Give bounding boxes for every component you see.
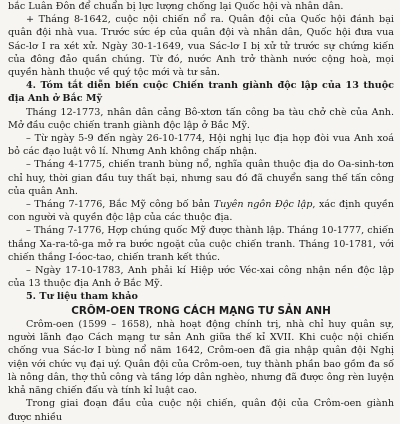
declaration-prefix: – Tháng 7-1776, Bắc Mỹ công bố bản: [26, 199, 214, 211]
article-title: CRÔM-OEN TRONG CÁCH MẠNG TƯ SẢN ANH: [71, 304, 331, 317]
section-5-title: Tư liệu tham khảo: [39, 291, 138, 303]
paragraph-cromwell-early-war: Trong giai đoạn đầu của cuộc nội chiến, quân đội của Crôm-oen giành được nhiều: [8, 398, 394, 423]
declaration-suffix: , xác định quyền con người và quyền độc lập của các thuộc địa.: [8, 199, 394, 224]
paragraph-boston-1773: Tháng 12-1773, nhân dân cảng Bô-xtơn tấn công ba tàu chở chè của Anh. Mở đầu cuộc chiến tranh giành độc lập ở Bắc Mỹ.: [8, 106, 394, 131]
paragraph-declaration-1776: [8, 198, 394, 224]
section-4-number: 4.: [26, 80, 37, 92]
section-5-number: 5.: [26, 291, 37, 303]
page-content: [8, 0, 394, 424]
paragraph-continental-congress-1774: – Từ ngày 5-9 đến ngày 26-10-1774, Hội nghị lục địa họp đòi vua Anh xoá bỏ các đạo luật vô lí. Nhưng Anh không chấp nhận.: [8, 133, 394, 158]
paragraph-civil-war-1642: + Tháng 8-1642, cuộc nội chiến nổ ra. Quân đội của Quốc hội đánh bại quân đội nhà vua. Trước sức ép của quân đội và nhân dân, Quốc hội đưa vua Sác-lơ I ra xét xử. Ngày 30-1-1649, vua Sác-lơ I bị xử tử trước sự chứng kiến của đông đảo quần chúng. Từ đó, nước Anh trở thành nước cộng hoà, mọi quyền hành thuộc về quý tộc mới và tư sản.: [8, 14, 394, 79]
section-4-heading: [8, 79, 394, 105]
paragraph-war-outbreak-1775: – Tháng 4-1775, chiến tranh bùng nổ, nghĩa quân thuộc địa do Oa-sinh-tơn chỉ huy, thời gian đầu tuy thất bại, nhưng sau đó đã chuyển sang thế tấn công của quân Anh.: [8, 159, 394, 197]
section-4-title: Tóm tắt diễn biến cuộc Chiến tranh giành độc lập của 13 thuộc địa Anh ở Bắc Mỹ: [8, 80, 395, 105]
paragraph-king-preparation: bắc Luân Đôn để chuẩn bị lực lượng chống lại Quốc hội và nhân dân.: [8, 1, 344, 12]
section-5-heading: [8, 290, 394, 303]
declaration-title: Tuyên ngôn Độc lập: [213, 199, 313, 211]
paragraph-cromwell-intro: Crôm-oen (1599 – 1658), nhà hoạt động chính trị, nhà chỉ huy quân sự, người lãnh đạo Cách mạng tư sản Anh giữa thế kỉ XVII. Khi cuộc nội chiến chống vua Sác-lơ I bùng nổ năm 1642, Crôm-oen đã gia nhập quân đội Nghị viện với chức vụ đại uý. Quân đội của Crôm-oen, tuy thành phần bao gồm đa số là nông dân, thợ thủ công và tầng lớp dân nghèo, nhưng đã được ông rèn luyện khả năng chiến đấu và tính kỉ luật cao.: [8, 319, 394, 397]
paragraph-treaty-1783: – Ngày 17-10-1783, Anh phải kí Hiệp ước Véc-xai công nhận nền độc lập của 13 thuộc địa Anh ở Bắc Mỹ.: [8, 265, 394, 290]
paragraph-united-states-1776: – Tháng 7-1776, Hợp chúng quốc Mỹ được thành lập. Tháng 10-1777, chiến thắng Xa-ra-tô-ga mở ra bước ngoặt của cuộc chiến tranh. Tháng 10-1781, với chiến thắng I-óoc-tao, chiến tranh kết thúc.: [8, 225, 394, 263]
